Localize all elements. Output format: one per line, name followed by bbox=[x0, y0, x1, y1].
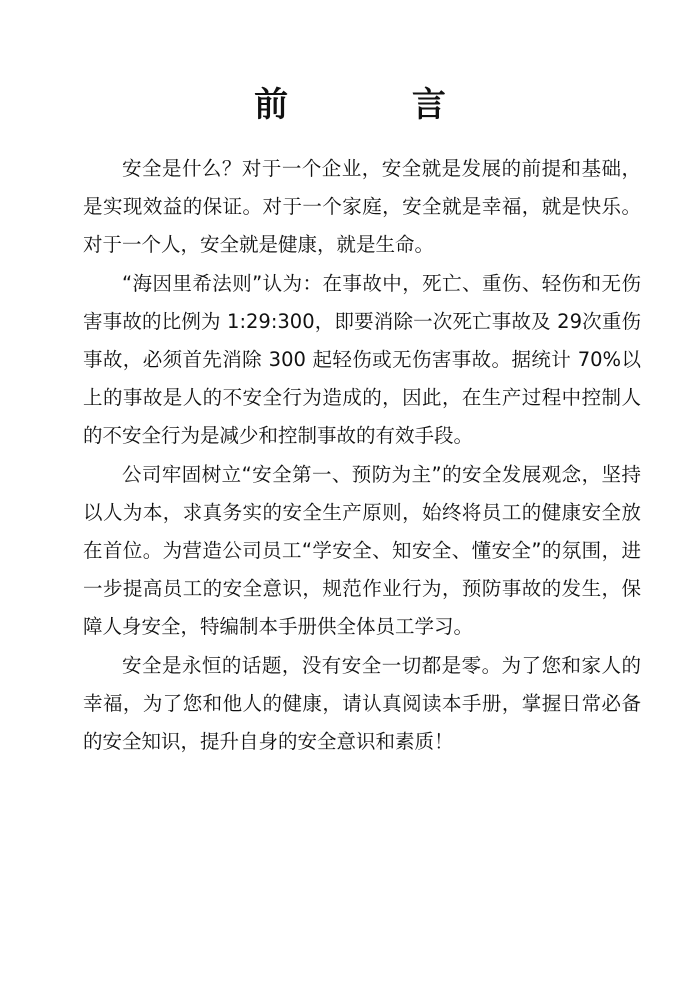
page-title: 前 言 bbox=[254, 85, 502, 125]
paragraph-4: 安全是永恒的话题，没有安全一切都是零。为了您和家人的幸福，为了您和他人的健康，请认真阅读本手册，掌握日常必备的安全知识，提升自身的安全意识和素质！ bbox=[83, 653, 641, 754]
paragraph-3: 公司牢固树立“安全第一、预防为主”的安全发展观念，坚持以人为本，求真务实的安全生产原则，始终将员工的健康安全放在首位。为营造公司员工“学安全、知安全、懂安全”的氛围，进一步提高员工的安全意识，规范作业行为，预防事故的发生，保障人身安全，特编制本手册供全体员工学习。 bbox=[83, 462, 641, 639]
body-text bbox=[83, 150, 641, 761]
paragraph-1: 安全是什么？对于一个企业，安全就是发展的前提和基础，是实现效益的保证。对于一个家庭，安全就是幸福，就是快乐。对于一个人，安全就是健康，就是生命。 bbox=[83, 157, 641, 257]
paragraph-2: “海因里希法则”认为：在事故中，死亡、重伤、轻伤和无伤害事故的比例为 1:29:300，即要消除一次死亡事故及 29次重伤事故，必须首先消除 300 起轻伤或无伤害事故。据统计 70%以上的事故是人的不安全行为造成的，因此，在生产过程中控制人的不安全行为是减少和控制事故的有效手段。 bbox=[83, 271, 641, 448]
